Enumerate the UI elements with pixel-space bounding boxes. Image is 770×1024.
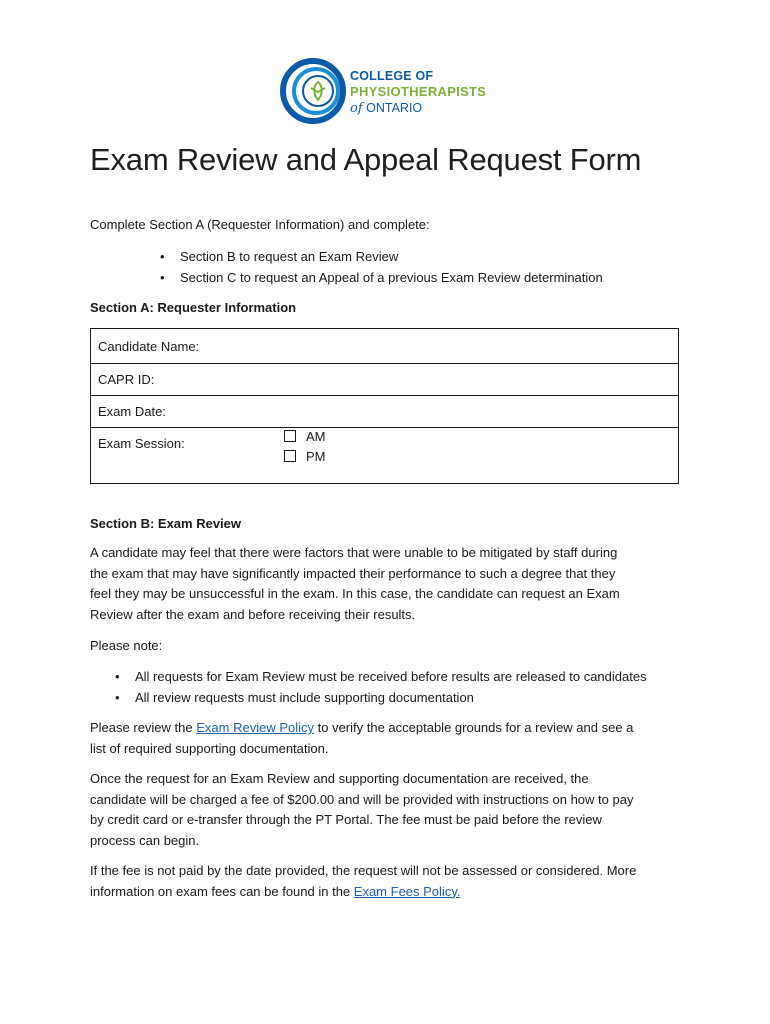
exam-session-field [91,427,678,483]
exam-fees-policy-link[interactable]: Exam Fees Policy. [353,883,461,899]
fee-paragraph: Once the request for an Exam Review and supporting documentation are received, the candidate will be charged a fee of $200.00 and will be provided with instructions on how to pay by credit card or e-transfer through the PT Portal. The fee must be paid before the review process can begin. [90,771,634,848]
list-item: • Section B to request an Exam Review [160,246,603,267]
intro-text: Complete Section A (Requester Information) and complete: [90,217,430,232]
session-option-am[interactable]: AM [284,429,326,444]
exam-session-label: Exam Session: [98,436,185,451]
exam-date-field[interactable] [91,395,678,428]
intro-bullet-list [160,246,603,288]
list-item: • All requests for Exam Review must be received before results are released to candidates [115,666,647,687]
exam-date-label: Exam Date: [98,404,166,419]
candidate-name-field[interactable] [91,329,678,364]
logo-line-2: PHYSIOTHERAPISTS [350,84,487,99]
note-bullet-list [115,666,647,708]
logo-line-3: of ONTARIO [350,101,423,116]
page-title: Exam Review and Appeal Request Form [90,142,642,177]
section-b-paragraph-1: A candidate may feel that there were factors that were unable to be mitigated by staff during the exam that may have significantly impacted their performance to such a degree that they feel they may be unsuccessful in the exam. In this case, the candidate can request an Exam Review after the exam and before receiving their results. [90,545,620,622]
session-option-pm[interactable]: PM [284,449,326,464]
section-b-heading: Section B: Exam Review [90,516,241,531]
unpaid-fee-paragraph: If the fee is not paid by the date provided, the request will not be assessed or considered. More information on exam fees can be found in the Exam Fees Policy. [90,863,637,899]
checkbox-icon[interactable] [284,450,296,462]
please-note-text: Please note: [90,638,163,653]
logo-line-1: COLLEGE OF [350,69,434,83]
policy-paragraph: Please review the Exam Review Policy to verify the acceptable grounds for a review and see a list of required supporting documentation. [90,720,634,756]
exam-review-policy-link[interactable]: Exam Review Policy [196,720,314,735]
college-logo [280,58,510,128]
checkbox-icon[interactable] [284,430,296,442]
section-a-heading: Section A: Requester Information [90,300,297,315]
list-item: • All review requests must include supporting documentation [115,687,647,708]
list-item: • Section C to request an Appeal of a previous Exam Review determination [160,267,603,288]
capr-id-label: CAPR ID: [98,372,155,387]
capr-id-field[interactable] [91,363,678,396]
logo-emblem-icon [280,58,346,124]
candidate-name-label: Candidate Name: [98,339,200,354]
requester-info-table [90,328,679,484]
